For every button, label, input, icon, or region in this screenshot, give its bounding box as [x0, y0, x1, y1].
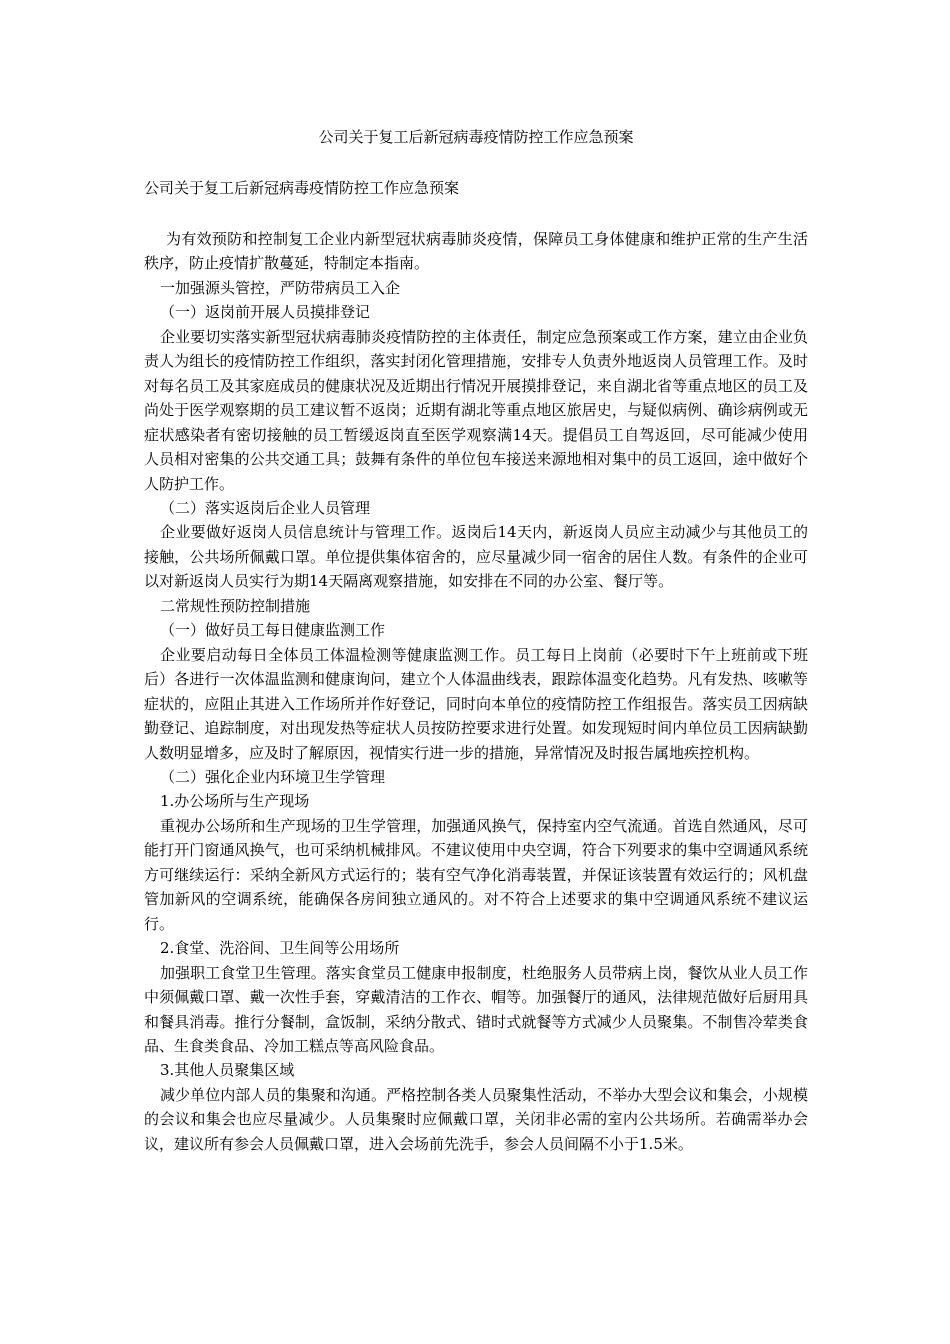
body-paragraph: 企业要切实落实新型冠状病毒肺炎疫情防控的主体责任，制定应急预案或工作方案，建立由企业负责人为组长的疫情防控工作组织，落实封闭化管理措施，安排专人负责外地返岗人员管理工作。及时对每名员工及其家庭成员的健康状况及近期出行情况开展摸排登记，来自湖北省等重点地区的员工及尚处于医学观察期的员工建议暂不返岗；近期有湖北等重点地区旅居史，与疑似病例、确诊病例或无症状感染者有密切接触的员工暂缓返岗直至医学观察满14天。提倡员工自驾返回，尽可能减少使用人员相对密集的公共交通工具；鼓舞有条件的单位包车接送来源地相对集中的员工返回，途中做好个人防护工作。 — [144, 327, 808, 493]
subsection-heading: （一）做好员工每日健康监测工作 — [160, 621, 386, 640]
document-title: 公司关于复工后新冠病毒疫情防控工作应急预案 — [318, 128, 634, 146]
item-heading: 1.办公场所与生产现场 — [160, 792, 310, 811]
subsection-heading: （一）返岗前开展人员摸排登记 — [160, 303, 371, 322]
section-heading-2: 二常规性预防控制措施 — [160, 596, 311, 615]
body-paragraph: 减少单位内部人员的集聚和沟通。严格控制各类人员聚集性活动，不举办大型会议和集会，小规模的会议和集会也应尽量减少。人员集聚时应佩戴口罩，关闭非必需的室内公共场所。若确需举办会议，建议所有参会人员佩戴口罩，进入会场前先洗手，参会人员间隔不小于1.5米。 — [144, 1085, 808, 1153]
body-paragraph: 加强职工食堂卫生管理。落实食堂员工健康申报制度，杜绝服务人员带病上岗，餐饮从业人员工作中须佩戴口罩、戴一次性手套，穿戴清洁的工作衣、帽等。加强餐厅的通风，法律规范做好后厨用具和餐具消毒。推行分餐制，盒饭制，采纳分散式、错时式就餐等方式减少人员聚集。不制售冷荤类食品、生食类食品、冷加工糕点等高风险食品。 — [144, 963, 808, 1055]
body-paragraph: 企业要启动每日全体员工体温检测等健康监测工作。员工每日上岗前（必要时下午上班前或下班后）各进行一次体温监测和健康询问，建立个人体温曲线表，跟踪体温变化趋势。凡有发热、咳嗽等症状的，应阻止其进入工作场所并作好登记，同时向本单位的疫情防控工作组报告。落实员工因病缺勤登记、追踪制度，对出现发热等症状人员按防控要求进行处置。如发现短时间内单位员工因病缺勤人数明显增多，应及时了解原因，视情实行进一步的措施，异常情况及时报告属地疾控机构。 — [144, 645, 808, 762]
subsection-heading: （二）落实返岗后企业人员管理 — [160, 498, 371, 517]
intro-paragraph: 为有效预防和控制复工企业内新型冠状病毒肺炎疫情，保障员工身体健康和维护正常的生产生活秩序，防止疫情扩散蔓延，特制定本指南。 — [144, 230, 808, 273]
subsection-heading: （二）强化企业内环境卫生学管理 — [160, 767, 386, 786]
item-heading: 3.其他人员聚集区域 — [160, 1061, 295, 1080]
document-subtitle: 公司关于复工后新冠病毒疫情防控工作应急预案 — [144, 179, 460, 197]
body-paragraph: 重视办公场所和生产现场的卫生学管理，加强通风换气，保持室内空气流通。首选自然通风，尽可能打开门窗通风换气，也可采纳机械排风。不建议使用中央空调，符合下列要求的集中空调通风系统方可继续运行：采纳全新风方式运行的；装有空气净化消毒装置，并保证该装置有效运行的；风机盘管加新风的空调系统，能确保各房间独立通风的。对不符合上述要求的集中空调通风系统不建议运行。 — [144, 816, 808, 933]
section-heading-1: 一加强源头管控，严防带病员工入企 — [160, 278, 401, 297]
body-paragraph: 企业要做好返岗人员信息统计与管理工作。返岗后14天内，新返岗人员应主动减少与其他员工的接触，公共场所佩戴口罩。单位提供集体宿舍的，应尽量减少同一宿舍的居住人数。有条件的企业可以对新返岗人员实行为期14天隔离观察措施，如安排在不同的办公室、餐厅等。 — [144, 523, 808, 591]
document-body — [144, 227, 808, 1156]
item-heading: 2.食堂、洗浴间、卫生间等公用场所 — [160, 939, 400, 958]
